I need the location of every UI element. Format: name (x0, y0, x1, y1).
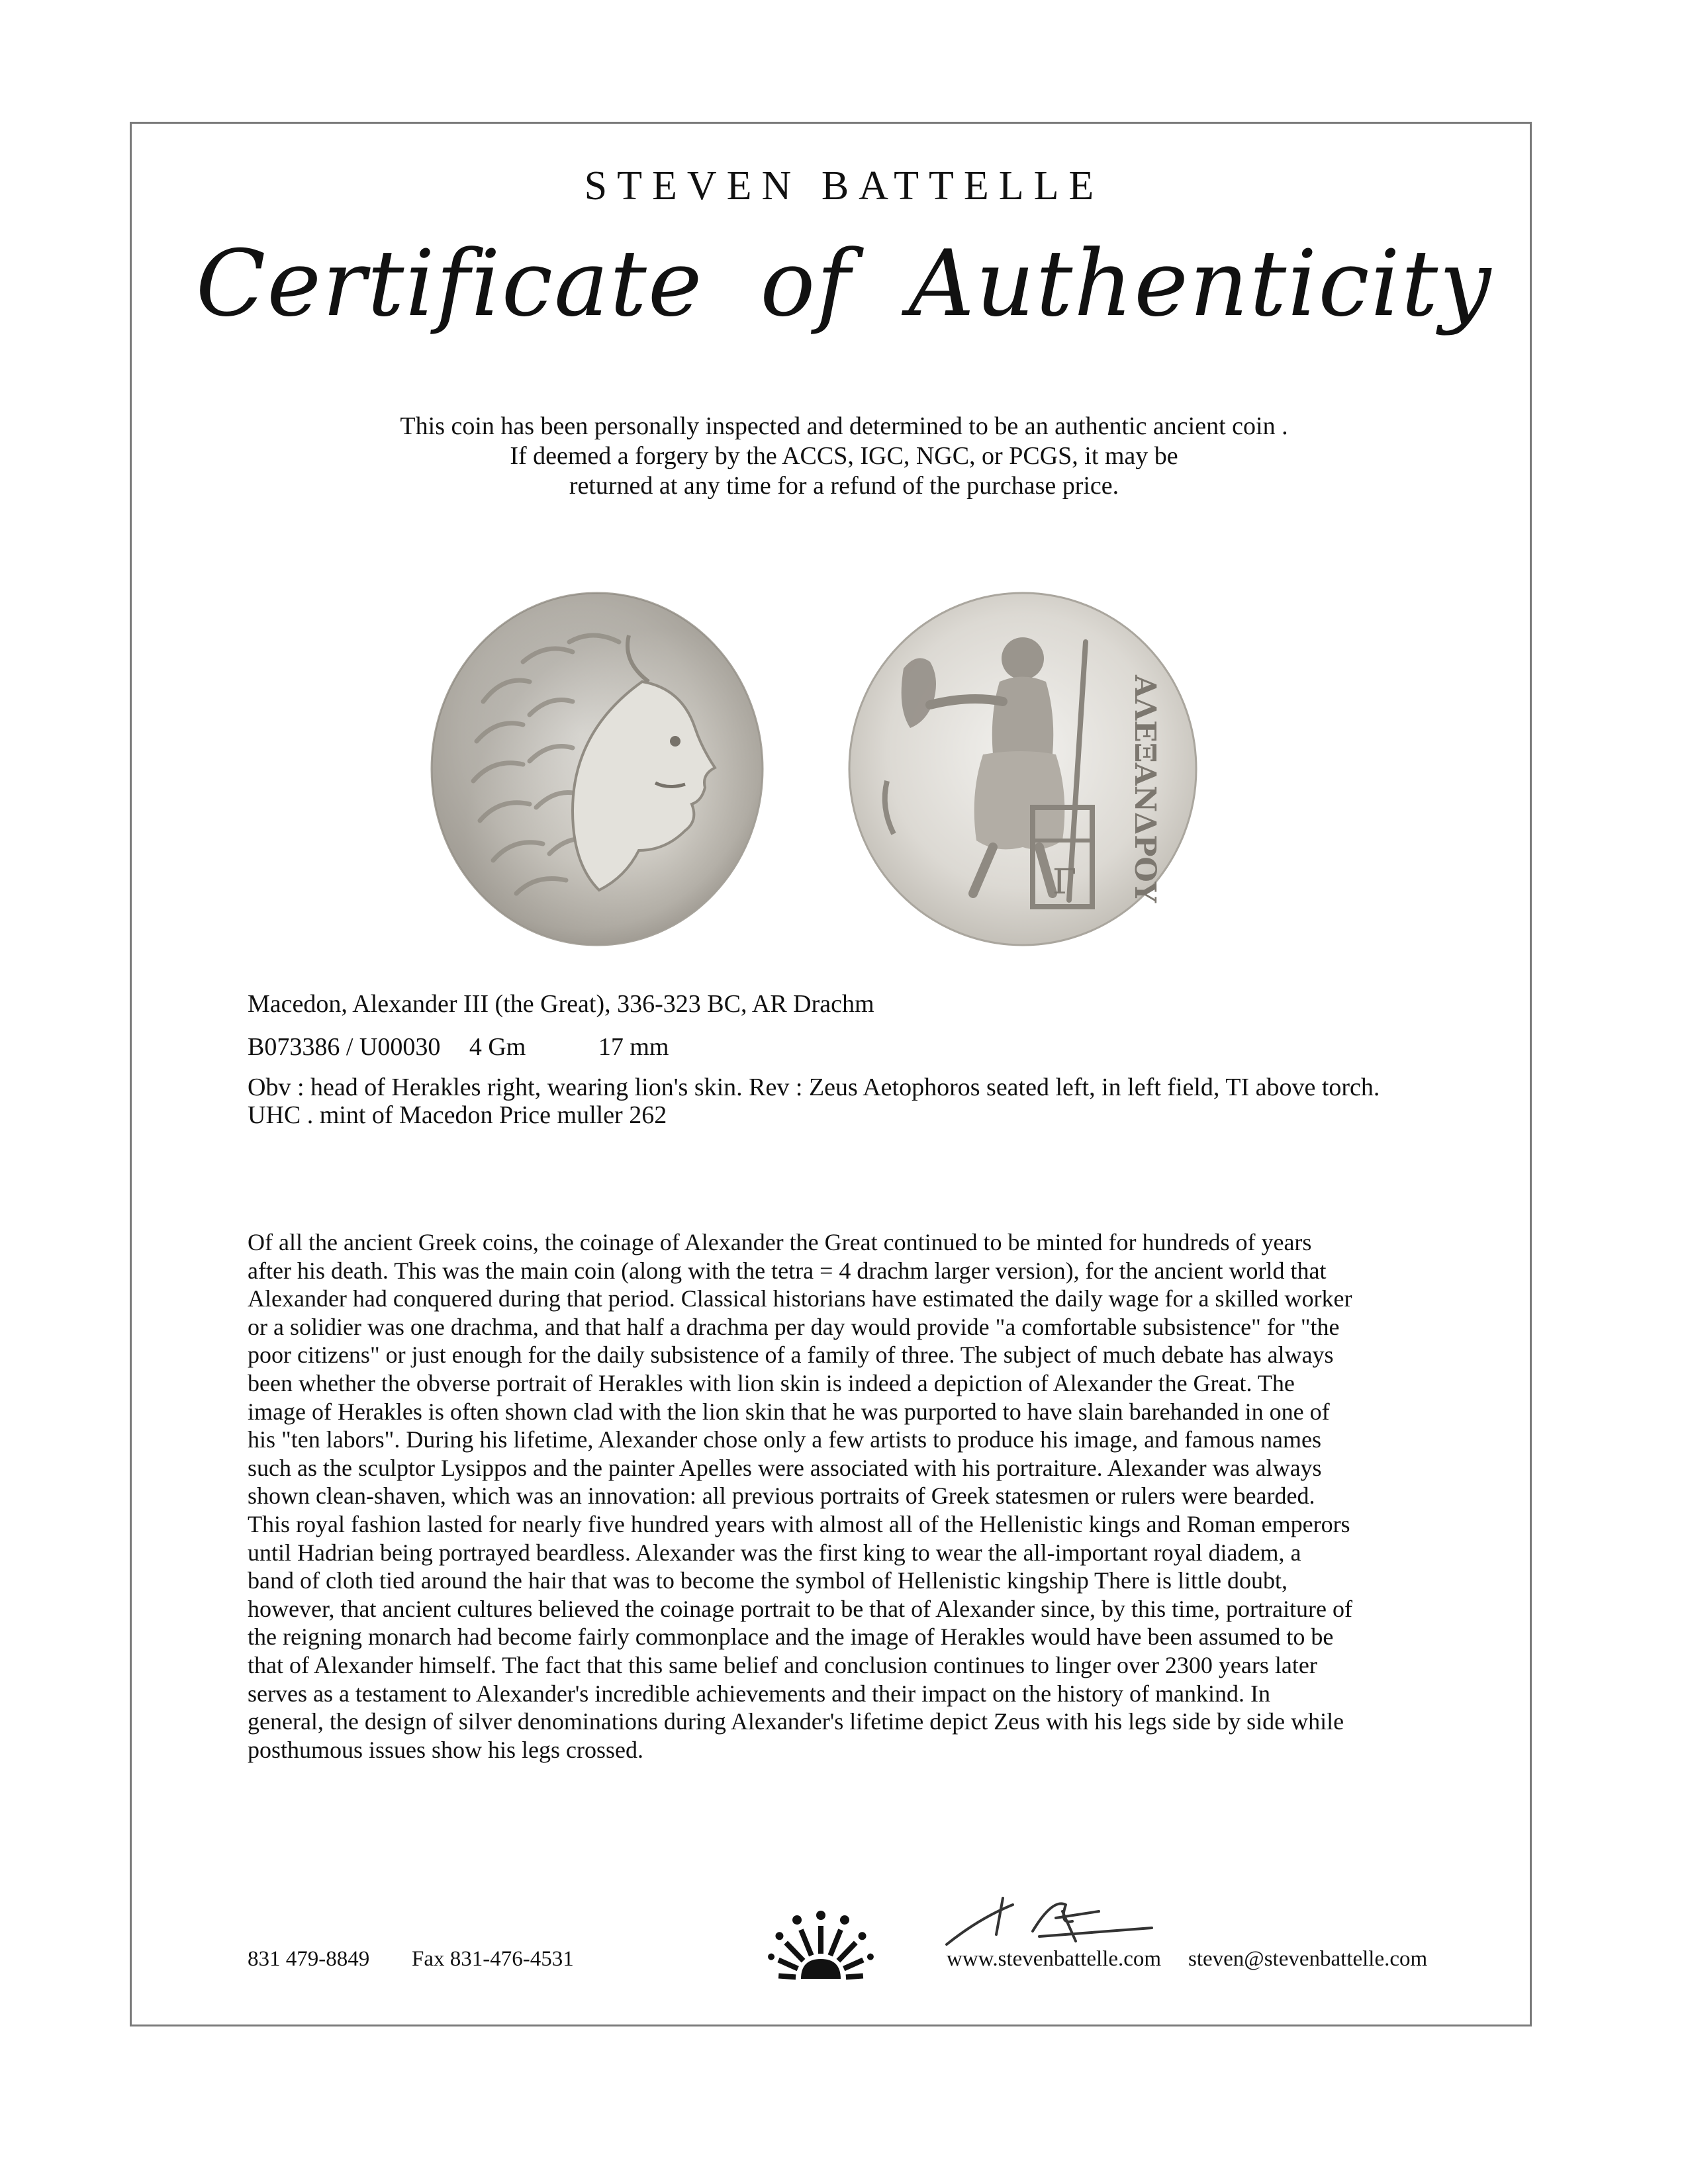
certificate-title: Certificate of Authenticity (195, 230, 1493, 337)
footer-email-link[interactable]: steven@stevenbattelle.com (1188, 1947, 1428, 1971)
signature-image (940, 1891, 1158, 1951)
coin-id: B073386 / U00030 (248, 1033, 441, 1061)
guarantee-statement (0, 412, 1688, 501)
essay-line: shown clean-shaven, which was an innovation: all previous portraits of Greek statesmen or rulers were bearded. (248, 1482, 1315, 1510)
essay-line: until Hadrian being portrayed beardless. Alexander was the first king to wear the all-important royal diadem, a (248, 1539, 1301, 1566)
essay-line: or a solidier was one drachma, and that half a drachma per day would provide "a comfortable subsistence" for "the (248, 1313, 1340, 1340)
coin-description (248, 1073, 1380, 1129)
coin-description-line: Obv : head of Herakles right, wearing lion's skin. Rev : Zeus Aetophoros seated left, in left field, TI above torch. (248, 1073, 1380, 1101)
coin-diameter: 17 mm (598, 1033, 669, 1061)
essay-line: serves as a testament to Alexander's incredible achievements and their impact on the history of mankind. In (248, 1680, 1271, 1707)
essay-line: posthumous issues show his legs crossed. (248, 1736, 644, 1763)
essay-line: image of Herakles is often shown clad with the lion skin that he was purported to have slain barehanded in one of (248, 1398, 1330, 1425)
footer-phone: 831 479-8849 (248, 1947, 370, 1971)
brand-name: STEVEN BATTELLE (584, 163, 1104, 208)
essay-line: Of all the ancient Greek coins, the coinage of Alexander the Great continued to be minted for hundreds of years (248, 1229, 1312, 1255)
footer-website-link[interactable]: www.stevenbattelle.com (947, 1947, 1162, 1971)
guarantee-line: This coin has been personally inspected and determined to be an authentic ancient coin . (400, 412, 1288, 440)
guarantee-line: If deemed a forgery by the ACCS, IGC, NGC, or PCGS, it may be (510, 442, 1178, 470)
essay-line: band of cloth tied around the hair that was to become the symbol of Hellenistic kingship There is little doubt, (248, 1567, 1288, 1594)
footer-fax: Fax 831-476-4531 (412, 1947, 574, 1971)
essay-line: the reigning monarch had become fairly commonplace and the image of Herakles would have been assumed to be (248, 1623, 1334, 1651)
essay-line: however, that ancient cultures believed the coinage portrait to be that of Alexander since, by this time, portraiture of (248, 1595, 1352, 1622)
essay-line: that of Alexander himself. The fact that this same belief and conclusion continues to linger over 2300 years later (248, 1651, 1317, 1678)
coin-title: Macedon, Alexander III (the Great), 336-323 BC, AR Drachm (248, 990, 874, 1018)
coin-specs (248, 1032, 669, 1062)
sunburst-logo-icon (761, 1906, 880, 1985)
essay-line: This royal fashion lasted for nearly five hundred years with almost all of the Hellenistic kings and Roman emperors (248, 1510, 1350, 1537)
svg-text:Γ: Γ (1053, 862, 1077, 902)
reverse-coin-image (841, 582, 1205, 953)
obverse-coin-image (424, 582, 774, 953)
essay-line: such as the sculptor Lysippos and the painter Apelles were associated with his portraiture. Alexander was always (248, 1454, 1322, 1481)
essay-line: Alexander had conquered during that period. Classical historians have estimated the daily wage for a skilled worker (248, 1285, 1352, 1312)
coin-description-line: UHC . mint of Macedon Price muller 262 (248, 1101, 667, 1129)
essay-line: general, the design of silver denominations during Alexander's lifetime depict Zeus with his legs side by side while (248, 1708, 1344, 1735)
essay-line: his "ten labors". During his lifetime, Alexander chose only a few artists to produce his image, and famous names (248, 1426, 1322, 1453)
guarantee-line: returned at any time for a refund of the purchase price. (569, 472, 1119, 500)
history-essay (248, 1228, 1386, 1764)
svg-text:ΑΛΕΞΑΝΔΡΟΥ: ΑΛΕΞΑΝΔΡΟΥ (1128, 675, 1162, 903)
essay-line: been whether the obverse portrait of Herakles with lion skin is indeed a depiction of Alexander the Great. The (248, 1369, 1295, 1396)
essay-line: after his death. This was the main coin (along with the tetra = 4 drachm larger version), for the ancient world that (248, 1257, 1327, 1284)
coin-weight: 4 Gm (469, 1033, 526, 1061)
essay-line: poor citizens" or just enough for the daily subsistence of a family of three. The subject of much debate has always (248, 1342, 1334, 1369)
